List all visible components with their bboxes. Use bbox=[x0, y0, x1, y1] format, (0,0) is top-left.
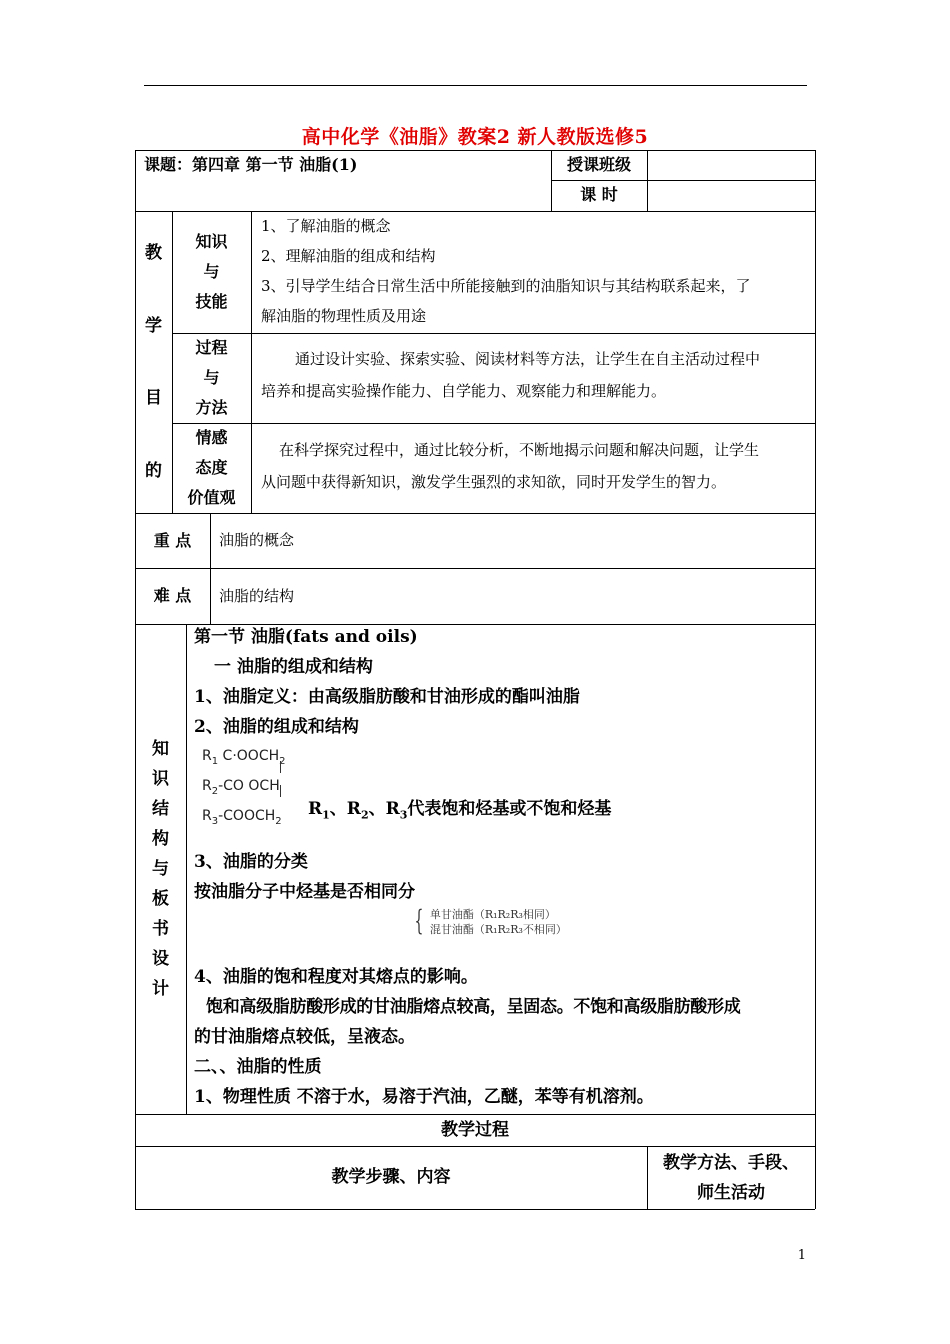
emotion-values-label: 情感 态度 价值观 bbox=[187, 428, 236, 507]
knowledge-skills-content bbox=[261, 211, 811, 333]
knowledge-skills-label: 知识 与 技能 bbox=[195, 232, 228, 311]
composition-heading: 2、油脂的组成和结构 bbox=[194, 717, 359, 737]
key-point-content: 油脂的概念 bbox=[219, 531, 295, 549]
process-methods-content: 通过设计实验、探索实验、阅读材料等方法，让学生在自主活动过程中 培养和提高实验操作能力、自学能力、观察能力和理解能力。 bbox=[261, 350, 761, 400]
saturation-heading: 4、油脂的饱和程度对其熔点的影响。 bbox=[194, 967, 478, 987]
formula-bond bbox=[280, 761, 281, 773]
teaching-steps-label: 教学步骤、内容 bbox=[331, 1167, 451, 1187]
r-groups-note: $R_1$、$R_2$、$R_3$代表饱和烃基或不饱和烃基 bbox=[308, 799, 612, 822]
knowledge-item: 1、了解油脂的概念 bbox=[261, 217, 391, 235]
physical-property-line: 1、物理性质 不溶于水，易溶于汽油，乙醚，苯等有机溶剂。 bbox=[194, 1087, 654, 1107]
period-value-field[interactable] bbox=[647, 180, 815, 211]
definition-line: 1、油脂定义：由高级脂肪酸和甘油形成的酯叫油脂 bbox=[194, 687, 580, 707]
lesson-topic: 课题：第四章 第一节 油脂(1) bbox=[144, 155, 358, 174]
page-number: 1 bbox=[797, 1248, 806, 1263]
header-rule bbox=[144, 85, 807, 86]
teaching-process-title: 教学过程 bbox=[441, 1120, 509, 1140]
subsection-properties: 二、、油脂的性质 bbox=[194, 1057, 322, 1077]
formula-bond bbox=[280, 785, 281, 797]
classification-block bbox=[194, 847, 812, 907]
triglyceride-formula: $R_1$ $C\cdot OOCH_2$ $R_2-CO$ OCH $R_3-COOCH_2$ bbox=[202, 748, 286, 827]
section-title: 第一节 油脂(fats and oils) bbox=[194, 627, 418, 647]
class-item: 单甘油酯（R₁R₂R₃相同） bbox=[429, 908, 556, 921]
class-value-field[interactable] bbox=[647, 150, 815, 180]
brace-icon: { bbox=[414, 904, 424, 937]
teaching-methods-label: 教学方法、手段、 师生活动 bbox=[663, 1153, 799, 1203]
period-label: 课 时 bbox=[580, 185, 618, 204]
saturation-block: 4、油脂的饱和程度对其熔点的影响。 饱和高级脂肪酸形成的甘油脂熔点较高，呈固态。不饱和高级脂肪酸形成 的甘油脂熔点较低，呈液态。 二、、油脂的性质 1、物理性质 不溶于水，易溶于汽油，乙醚，苯等有机溶剂。 bbox=[194, 962, 812, 1112]
classification-list bbox=[410, 906, 567, 937]
process-methods-label: 过程 与 方法 bbox=[195, 338, 228, 417]
knowledge-item: 3、引导学生结合日常生活中所能接触到的油脂知识与其结构联系起来，了 bbox=[261, 277, 751, 295]
class-label: 授课班级 bbox=[566, 155, 631, 174]
emotion-values-content: 在科学探究过程中，通过比较分析，不断地揭示问题和解决问题，让学生 从问题中获得新知识，激发学生强烈的求知欲，同时开发学生的智力。 bbox=[261, 441, 760, 491]
key-point-label: 重 点 bbox=[153, 531, 192, 550]
knowledge-item: 2、理解油脂的组成和结构 bbox=[261, 247, 436, 265]
objectives-label: 教 学 目 的 bbox=[145, 243, 162, 481]
classification-basis: 按油脂分子中烃基是否相同分 bbox=[194, 882, 415, 902]
difficult-point-content: 油脂的结构 bbox=[219, 587, 295, 605]
subsection-composition: 一 油脂的组成和结构 bbox=[214, 657, 373, 677]
knowledge-item: 解油脂的物理性质及用途 bbox=[261, 307, 427, 325]
document-title: 高中化学《油脂》教案2 新人教版选修5 bbox=[301, 126, 649, 148]
structure-content bbox=[194, 622, 812, 742]
structure-label: 知 识 结 构 与 板 书 设 计 bbox=[152, 739, 169, 999]
classification-heading: 3、油脂的分类 bbox=[194, 852, 308, 872]
difficult-point-label: 难 点 bbox=[153, 586, 192, 605]
class-item: 混甘油酯（R₁R₂R₃不相同） bbox=[429, 923, 567, 936]
